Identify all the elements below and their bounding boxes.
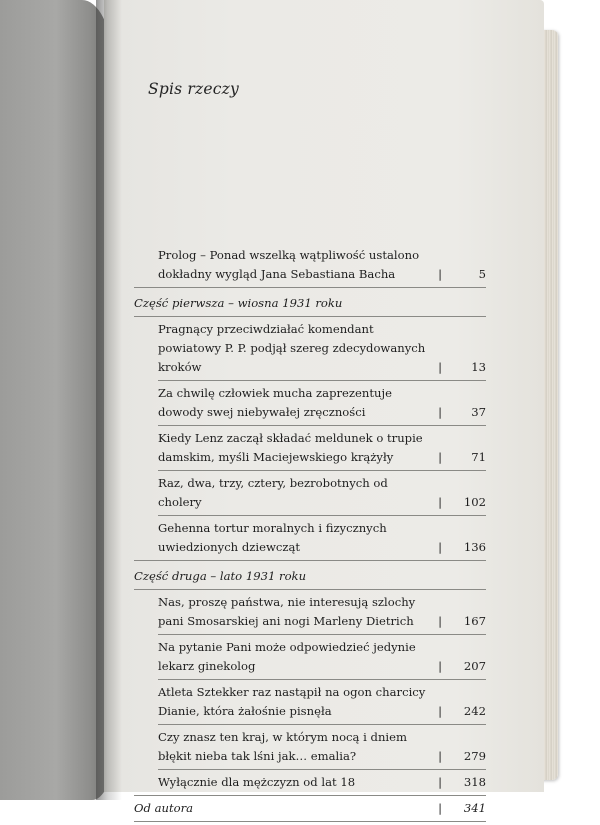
separator: | bbox=[438, 614, 442, 628]
entry-title: Wyłącznie dla mężczyzn od lat 18 bbox=[158, 775, 356, 789]
separator: | bbox=[438, 450, 442, 464]
entry-title: Atleta Sztekker raz nastąpił na ogon charcicy Dianie, która żałośnie pisnęła bbox=[158, 685, 426, 718]
separator: | bbox=[438, 801, 442, 815]
divider bbox=[134, 795, 486, 796]
entry-title: Nas, proszę państwa, nie interesują szlochy pani Smosarskiej ani nogi Marleny Dietrich bbox=[158, 595, 416, 628]
separator: | bbox=[438, 704, 442, 718]
entry-page: 341 bbox=[463, 801, 486, 815]
divider bbox=[134, 821, 486, 822]
toc-entry bbox=[134, 429, 486, 467]
toc-entry bbox=[134, 728, 486, 766]
divider bbox=[158, 679, 486, 680]
divider bbox=[158, 380, 486, 381]
part-heading-2: Część druga – lato 1931 roku bbox=[134, 569, 307, 583]
entry-page: 136 bbox=[463, 540, 486, 554]
entry-page: 71 bbox=[471, 450, 486, 464]
gutter-shadow bbox=[96, 0, 122, 800]
entry-page: 279 bbox=[463, 749, 486, 763]
entry-page: 318 bbox=[463, 775, 486, 789]
entry-page: 37 bbox=[471, 405, 486, 419]
separator: | bbox=[438, 360, 442, 374]
toc-entry-afterword bbox=[134, 799, 486, 818]
entry-title: Kiedy Lenz zaczął składać meldunek o trupie damskim, myśli Maciejewskiego krążyły bbox=[158, 431, 423, 464]
entry-title: Za chwilę człowiek mucha zaprezentuje dowody swej niebywałej zręczności bbox=[158, 386, 392, 419]
toc-page bbox=[104, 0, 544, 815]
entry-title: Gehenna tortur moralnych i fizycznych uwiedzionych dziewcząt bbox=[158, 521, 387, 554]
toc-entry bbox=[134, 638, 486, 676]
divider bbox=[158, 425, 486, 426]
table-of-contents bbox=[134, 246, 486, 825]
divider bbox=[158, 515, 486, 516]
toc-entry bbox=[134, 519, 486, 557]
separator: | bbox=[438, 749, 442, 763]
divider bbox=[134, 560, 486, 561]
toc-entry bbox=[134, 683, 486, 721]
toc-entry bbox=[134, 474, 486, 512]
entry-page: 207 bbox=[463, 659, 486, 673]
divider bbox=[134, 316, 486, 317]
entry-page: 167 bbox=[463, 614, 486, 628]
divider bbox=[158, 724, 486, 725]
toc-entry bbox=[134, 320, 486, 377]
separator: | bbox=[438, 267, 442, 281]
entry-title: Prolog – Ponad wszelką wątpliwość ustalono dokładny wygląd Jana Sebastiana Bacha bbox=[158, 248, 420, 281]
part-heading-1: Część pierwsza – wiosna 1931 roku bbox=[134, 296, 343, 310]
entry-page: 13 bbox=[471, 360, 486, 374]
entry-page: 102 bbox=[463, 495, 486, 509]
entry-title: Raz, dwa, trzy, cztery, bezrobotnych od cholery bbox=[158, 476, 388, 509]
entry-title: Na pytanie Pani może odpowiedzieć jedynie lekarz ginekolog bbox=[158, 640, 416, 673]
page-title: Spis rzeczy bbox=[148, 80, 239, 98]
divider bbox=[158, 769, 486, 770]
divider bbox=[134, 589, 486, 590]
entry-title: Czy znasz ten kraj, w którym nocą i dniem błękit nieba tak lśni jak… emalia? bbox=[158, 730, 407, 763]
toc-entry bbox=[134, 593, 486, 631]
separator: | bbox=[438, 540, 442, 554]
separator: | bbox=[438, 659, 442, 673]
toc-entry-prolog bbox=[134, 246, 486, 284]
divider bbox=[158, 634, 486, 635]
toc-entry bbox=[134, 384, 486, 422]
separator: | bbox=[438, 495, 442, 509]
separator: | bbox=[438, 405, 442, 419]
entry-page: 5 bbox=[478, 267, 486, 281]
divider bbox=[158, 470, 486, 471]
entry-page: 242 bbox=[463, 704, 486, 718]
entry-title: Pragnący przeciwdziałać komendant powiatowy P. P. podjął szereg zdecydowanych kroków bbox=[158, 322, 426, 374]
separator: | bbox=[438, 775, 442, 789]
entry-title: Od autora bbox=[134, 801, 194, 815]
toc-entry bbox=[134, 773, 486, 792]
divider bbox=[134, 287, 486, 288]
